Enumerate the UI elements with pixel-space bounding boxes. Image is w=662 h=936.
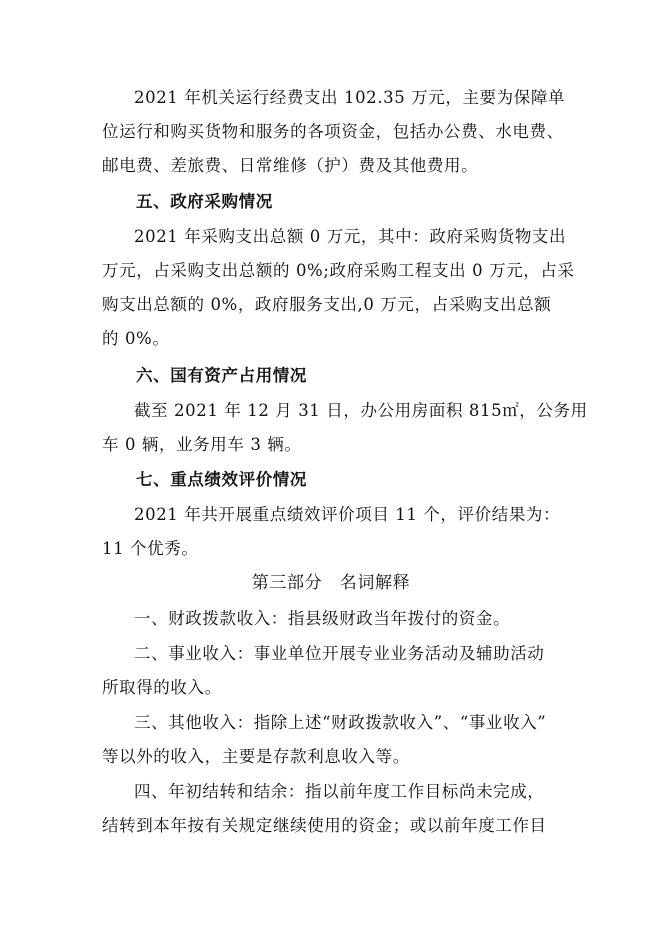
text-line: 车 0 辆，业务用车 3 辆。: [102, 435, 302, 454]
text-line: 截至 2021 年 12 月 31 日，办公用房面积 815㎡，公务用: [134, 401, 588, 420]
text-line: 所取得的收入。: [102, 678, 222, 697]
text-line: 三、其他收入：指除上述“财政拨款收入”、“事业收入”: [134, 713, 547, 732]
text-line: 2021 年机关运行经费支出 102.35 万元，主要为保障单: [134, 88, 566, 107]
paragraph-assets: [102, 394, 588, 462]
text-line: 邮电费、差旅费、日常维修（护）费及其他费用。: [102, 156, 479, 175]
heading-state-assets: 六、国有资产占用情况: [136, 366, 307, 385]
definition-business-income: [102, 637, 572, 705]
paragraph-procurement: [102, 220, 575, 356]
text-line: 位运行和购买货物和服务的各项资金，包括办公费、水电费、: [102, 122, 564, 141]
text-line: 四、年初结转和结余：指以前年度工作目标尚未完成，: [134, 782, 545, 801]
paragraph-operating-expenses: [102, 81, 572, 183]
text-line: 一、财政拨款收入：指县级财政当年拨付的资金。: [134, 609, 511, 628]
text-line: 二、事业收入：事业单位开展专业业务活动及辅助活动: [134, 644, 545, 663]
text-line: 万元，占采购支出总额的 0%;政府采购工程支出 0 万元，占采: [102, 261, 575, 280]
text-line: 的 0%。: [102, 329, 170, 348]
definition-carryover-balance: [102, 775, 572, 843]
text-line: 购支出总额的 0%，政府服务支出,0 万元，占采购支出总额: [102, 295, 552, 314]
paragraph-performance: [102, 498, 572, 566]
text-line: 2021 年共开展重点绩效评价项目 11 个，评价结果为：: [134, 505, 561, 524]
part-three-title: 第三部分 名词解释: [251, 573, 411, 593]
definition-other-income: [102, 706, 572, 774]
heading-performance-evaluation: 七、重点绩效评价情况: [136, 470, 307, 489]
text-line: 2021 年采购支出总额 0 万元，其中：政府采购货物支出: [134, 227, 567, 246]
text-line: 等以外的收入，主要是存款利息收入等。: [102, 747, 410, 766]
text-line: 11 个优秀。: [102, 539, 199, 558]
definition-fiscal-allocation: [102, 602, 572, 636]
heading-government-procurement: 五、政府采购情况: [136, 192, 273, 211]
text-line: 结转到本年按有关规定继续使用的资金；或以前年度工作目: [102, 816, 547, 835]
